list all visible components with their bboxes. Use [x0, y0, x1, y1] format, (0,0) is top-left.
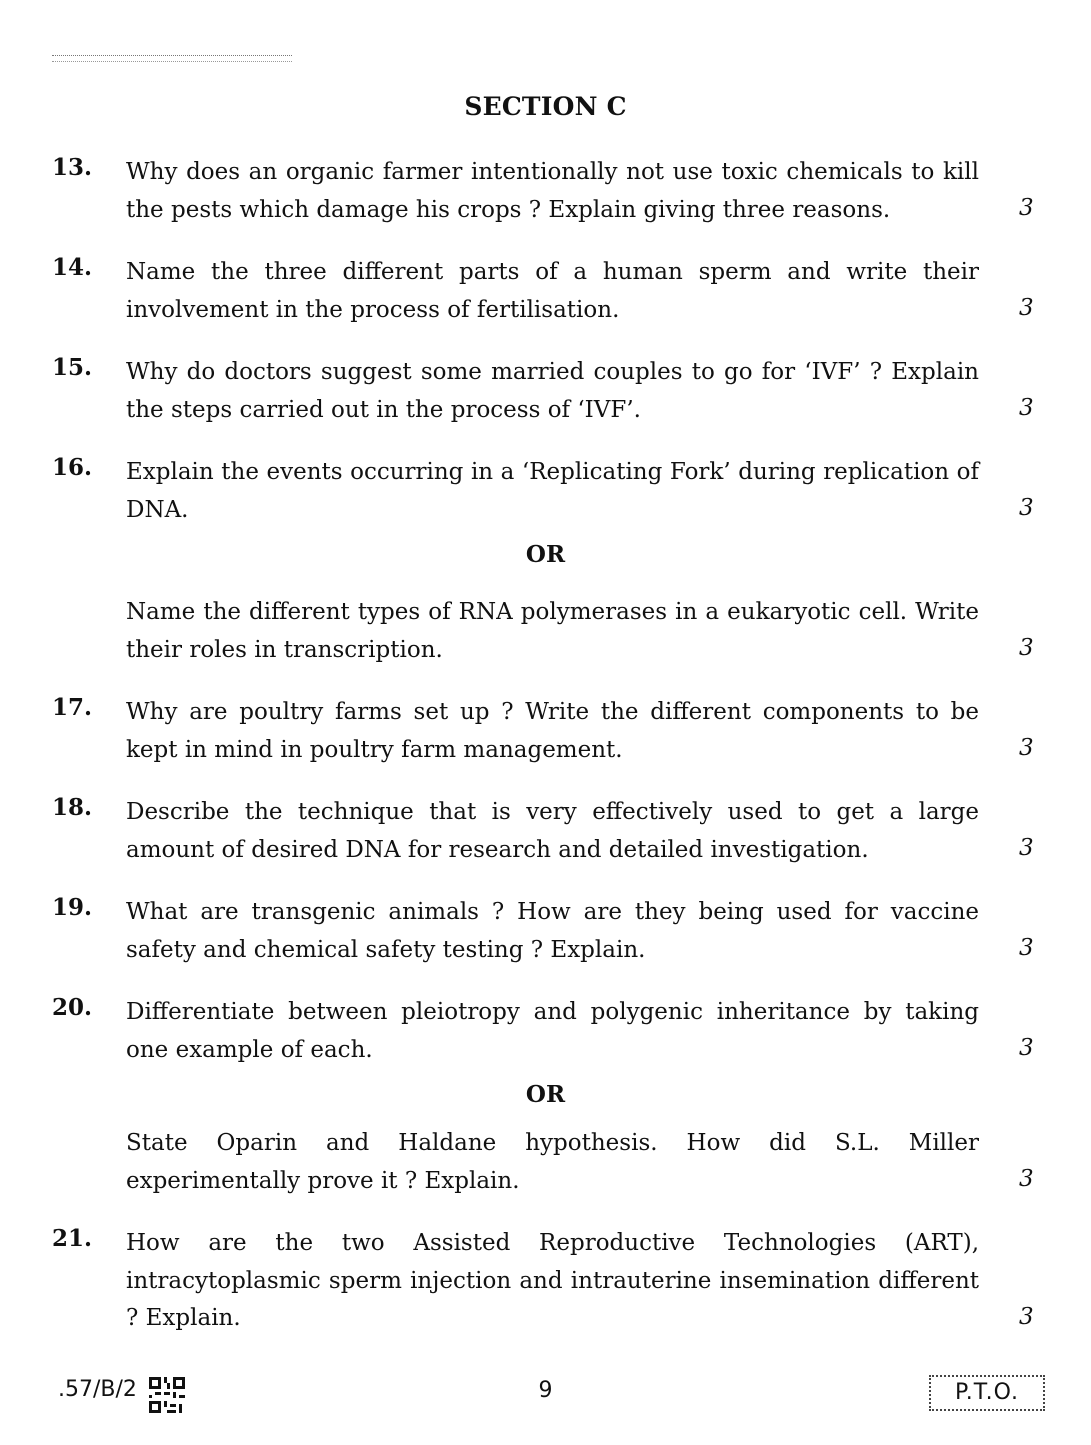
or-divider: OR [525, 541, 566, 568]
question-text: Differentiate between pleiotropy and polygenic inheritance by taking one example of each. [126, 999, 979, 1063]
question-alt-marks: 3 [1019, 1166, 1034, 1192]
question-number: 21. [52, 1225, 93, 1252]
page-number: 9 [538, 1378, 553, 1403]
question-marks: 3 [1019, 1035, 1034, 1061]
question-marks: 3 [1019, 735, 1034, 761]
security-microtext-line [52, 55, 292, 62]
question-text: How are the two Assisted Reproductive Technologies (ART), intracytoplasmic sperm injection and intrauterine insemination different ? Explain. [126, 1230, 979, 1331]
question-number: 18. [52, 794, 93, 821]
question-number: 17. [52, 694, 93, 721]
or-divider: OR [525, 1081, 566, 1108]
question-text: Why does an organic farmer intentionally not use toxic chemicals to kill the pests which damage his crops ? Explain giving three reasons. [126, 159, 979, 223]
question-text: Why are poultry farms set up ? Write the different components to be kept in mind in poultry farm management. [126, 699, 979, 763]
paper-code: .57/B/2 [58, 1377, 137, 1402]
question-number: 20. [52, 994, 93, 1021]
question-text: Why do doctors suggest some married couples to go for ‘IVF’ ? Explain the steps carried out in the process of ‘IVF’. [126, 359, 979, 423]
question-marks: 3 [1019, 1304, 1034, 1330]
question-number: 19. [52, 894, 93, 921]
question-alt-marks: 3 [1019, 635, 1034, 661]
question-marks: 3 [1019, 835, 1034, 861]
question-number: 15. [52, 354, 93, 381]
question-marks: 3 [1019, 495, 1034, 521]
question-text: What are transgenic animals ? How are they being used for vaccine safety and chemical safety testing ? Explain. [126, 899, 979, 963]
question-marks: 3 [1019, 295, 1034, 321]
question-marks: 3 [1019, 195, 1034, 221]
question-text: Describe the technique that is very effectively used to get a large amount of desired DNA for research and detailed investigation. [126, 799, 979, 863]
question-alt-text: State Oparin and Haldane hypothesis. How did S.L. Miller experimentally prove it ? Explain. [126, 1130, 979, 1194]
question-number: 16. [52, 454, 93, 481]
question-number: 14. [52, 254, 93, 281]
question-number: 13. [52, 154, 93, 181]
section-title: SECTION C [464, 92, 627, 121]
question-marks: 3 [1019, 935, 1034, 961]
pto-box: P.T.O. [929, 1375, 1045, 1411]
question-text: Explain the events occurring in a ‘Replicating Fork’ during replication of DNA. [126, 459, 979, 523]
question-alt-text: Name the different types of RNA polymerases in a eukaryotic cell. Write their roles in transcription. [126, 599, 979, 663]
question-text: Name the three different parts of a human sperm and write their involvement in the process of fertilisation. [126, 259, 979, 323]
question-marks: 3 [1019, 395, 1034, 421]
